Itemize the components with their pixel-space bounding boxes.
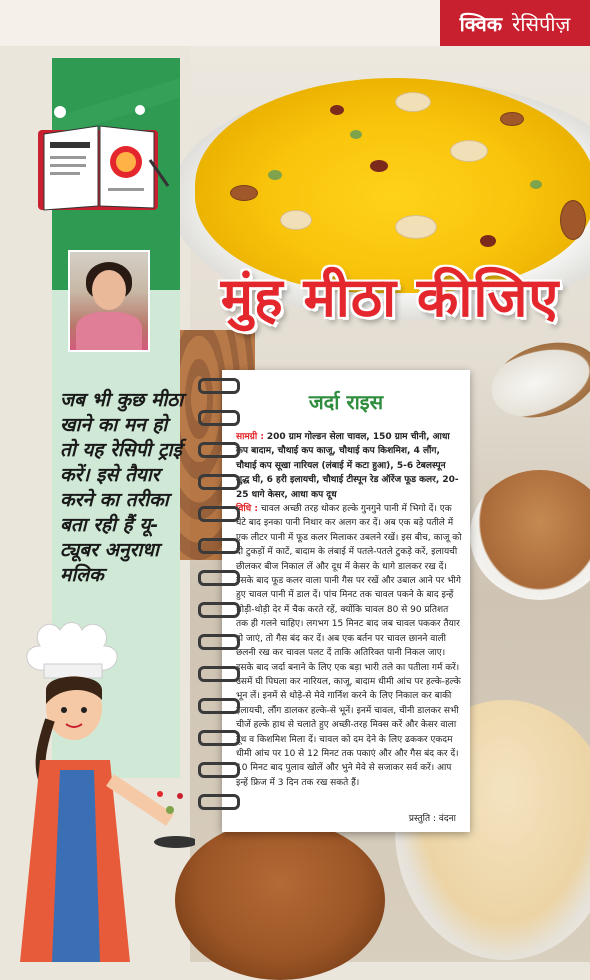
almond-bowl-image <box>175 820 385 980</box>
page-headline: मुंह मीठा कीजिए <box>220 266 560 329</box>
author-intro-text: जब भी कुछ मीठा खाने का मन हो तो यह रेसिपी ट्राई करें। इसे तैयार करने का तरीका बता रही हैं यू-ट्यूबर अनुराधा मलिक <box>60 389 184 586</box>
raisin-image <box>480 235 496 247</box>
pistachio-image <box>268 170 282 180</box>
ingredients-label: सामग्री : <box>236 432 264 442</box>
cashew-image <box>450 140 488 162</box>
cashew-image <box>395 215 437 239</box>
raisin-image <box>330 105 344 115</box>
pistachio-image <box>530 180 542 189</box>
recipe-card <box>222 370 470 832</box>
recipe-body <box>236 430 462 790</box>
raisin-image <box>370 160 388 172</box>
chef-illustration <box>20 620 195 962</box>
almond-image <box>500 112 524 126</box>
recipe-book-icon <box>30 100 170 220</box>
section-tag <box>440 0 590 46</box>
spiral-binding <box>198 378 238 828</box>
method-text: चावल अच्छी तरह धोकर हल्के गुनगुने पानी में भिगो दें। एक घंटे बाद इनका पानी निथार कर अलग कर दें। अब एक बड़े पतीले में एक लीटर पानी में फूड कलर मिलाकर उबलने रखें। इस बीच, काजू को दो टुकड़ों में काटें, बादाम के लंबाई में पतले-पतले टुकड़े करें, इलायची छीलकर बीज निकाल लें और दूध में केसर के धागे डालकर रख दें। इसके बाद फूड कलर वाला पानी गैस पर रखें और उबाल आने पर भीगे हुए चावल पानी में डाल दें। पांच मिनट तक चावल पकने के बाद इन्हें थोड़ी-थोड़ी देर में चैक करते रहें, क्योंकि चावल 80 से 90 प्रतिशत तक ही गलने चाहिए। लगभग 15 मिनट बाद जब चावल पककर तैयार हो जाएं, तो गैस बंद कर दें। अब एक बर्तन पर चावल छानने वाली छलनी रख कर चावल पलट दें ताकि अतिरिक्त पानी निकल जाए। इसके बाद जर्दा बनाने के लिए एक बड़ा भारी तले का पतीला गर्म करें। उसमें घी पिघला कर नारियल, काजू, बादाम धीमी आंच पर हल्के-हल्के भून लें। इनमें से थोड़े-से मेवे गार्निश करने के लिए निकाल कर बाकी इलायची, लौंग डालकर हल्के-से भूनें। इनमें चावल, चीनी डालकर सभी चीजें हल्के हाथ से चलाते हुए अच्छी-तरह मिक्स करें और केसर वाला दूध व किशमिश मिला दें। चावल को दम देने के लिए ढककर एकदम धीमी आंच पर 10 से 12 मिनट तक पकाएं और और गैस बंद कर दें। 10 मिनट बाद पुलाव खोलें और भुने मेवे से सजाकर सर्व करें। आप इन्हें फ्रिज में 3 दिन तक रख सकते हैं। <box>236 504 462 788</box>
section-tag-main: क्विक <box>459 11 503 36</box>
recipe-credit: प्रस्तुति : वंदना <box>408 814 456 824</box>
author-photo <box>68 250 150 352</box>
almond-image <box>560 200 586 240</box>
cashew-image <box>280 210 312 230</box>
recipe-title: जर्दा राइस <box>308 390 384 414</box>
pistachio-image <box>350 130 362 139</box>
section-tag-sub: रेसिपीज़ <box>512 11 571 36</box>
ingredients-text: 200 ग्राम गोल्डन सेला चावल, 150 ग्राम चीनी, आधा कप बादाम, चौथाई कप काजू, चौथाई कप किशमिश, 4 लौंग, चौथाई कप सूखा नारियल (लंबाई में कटा हुआ), 5-6 टेबलस्पून शुद्ध घी, 6 हरी इलायची, चौथाई टीस्पून रेड ऑरेंज फूड कलर, 20-25 धागे केसर, आधा कप दूध <box>236 432 459 500</box>
cashew-image <box>395 92 431 112</box>
almond-image <box>230 185 258 201</box>
method-label: विधि : <box>236 504 258 515</box>
